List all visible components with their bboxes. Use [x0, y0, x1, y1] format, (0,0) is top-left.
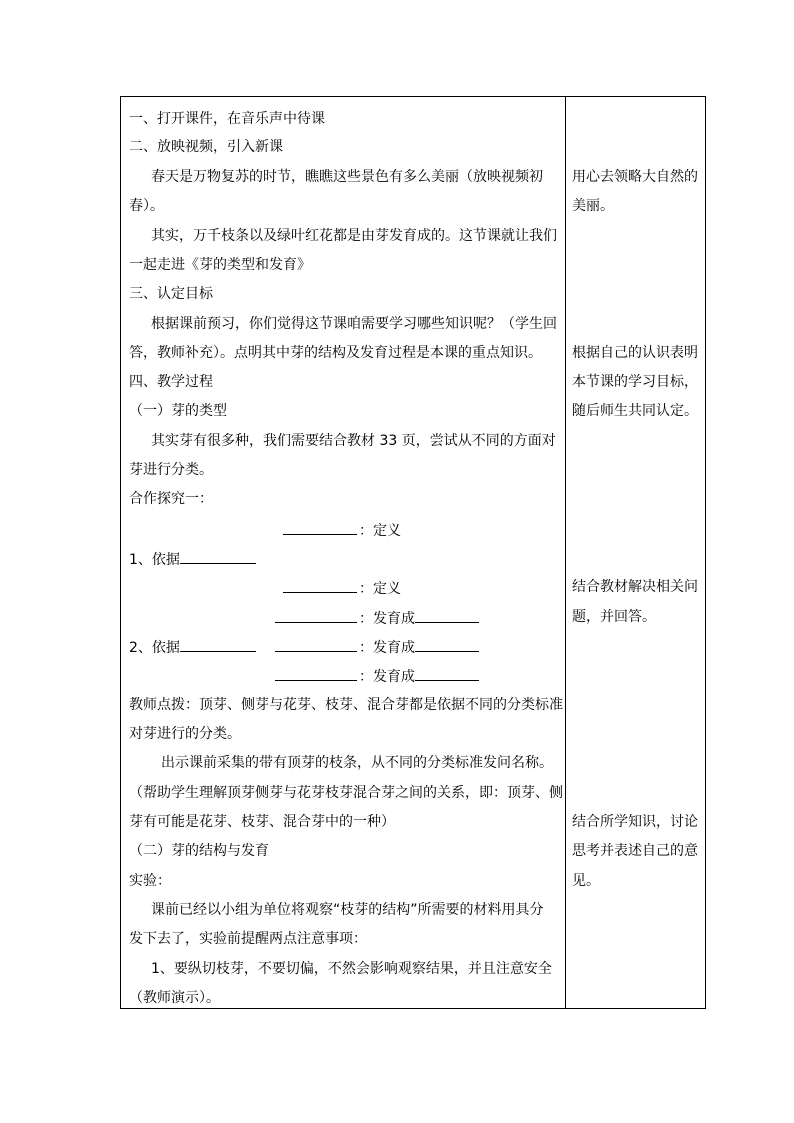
paragraph-line: 实验： [129, 873, 171, 889]
blank-develop-row [275, 665, 481, 687]
design-intent-line: 结合所学知识，讨论 [572, 814, 698, 830]
subsection-heading: （一）芽的类型 [129, 403, 227, 419]
paragraph-line: 1、要纵切枝芽，不要切偏，不然会影响观察结果，并且注意安全 [151, 961, 552, 977]
column-divider [565, 97, 566, 1008]
fill-blank[interactable] [415, 607, 479, 623]
paragraph-line: 一起走进《芽的类型和发育》 [129, 257, 311, 273]
fill-blank[interactable] [415, 665, 479, 681]
paragraph-line: （帮助学生理解顶芽侧芽与花芽枝芽混合芽之间的关系，即：顶芽、侧 [129, 785, 563, 801]
section-heading: 一、打开课件，在音乐声中待课 [129, 111, 325, 127]
fill-blank[interactable] [180, 548, 256, 564]
blank-develop-row [275, 636, 481, 658]
basis-row [129, 636, 258, 658]
paragraph-line: 其实芽有很多种，我们需要结合教材 33 页，尝试从不同的方面对 [151, 433, 556, 449]
design-intent-line: 随后师生共同认定。 [572, 403, 698, 419]
definition-label: ：定义 [359, 581, 401, 597]
lesson-table [120, 96, 706, 1009]
fill-blank[interactable] [275, 607, 357, 623]
basis-label: 2、依据 [129, 640, 180, 656]
fill-blank[interactable] [283, 577, 357, 593]
paragraph-line: 课前已经以小组为单位将观察“枝芽的结构”所需要的材料用具分 [151, 902, 544, 918]
fill-blank[interactable] [275, 636, 357, 652]
blank-develop-row [275, 607, 481, 629]
section-heading: 四、教学过程 [129, 374, 213, 390]
definition-label: ：定义 [359, 523, 401, 539]
paragraph-line: 发下去了，实验前提醒两点注意事项： [129, 931, 367, 947]
fill-blank[interactable] [283, 519, 357, 535]
fill-blank[interactable] [415, 636, 479, 652]
section-heading: 三、认定目标 [129, 286, 213, 302]
paragraph-line: 答，教师补充）。点明其中芽的结构及发育过程是本课的重点知识。 [129, 345, 542, 361]
design-intent-line: 本节课的学习目标， [572, 374, 698, 390]
paragraph-line: 春天是万物复苏的时节，瞧瞧这些景色有多么美丽（放映视频初 [151, 169, 543, 185]
design-intent-line: 结合教材解决相关问 [572, 579, 698, 595]
design-intent-line: 思考并表述自己的意 [572, 843, 698, 859]
design-intent-line: 题，并回答。 [572, 609, 656, 625]
paragraph-line: （教师演示）。 [129, 990, 220, 1006]
develop-label: ：发育成 [359, 640, 415, 656]
design-intent-line: 见。 [572, 873, 600, 889]
blank-definition-row [283, 577, 401, 599]
paragraph-line: 根据课前预习，你们觉得这节课咱需要学习哪些知识呢？（学生回 [151, 316, 557, 332]
basis-row [129, 548, 258, 570]
basis-label: 1、依据 [129, 552, 180, 568]
paragraph-line: 合作探究一： [129, 491, 213, 507]
blank-definition-row [283, 519, 401, 541]
paragraph-line: 芽有可能是花芽、枝芽、混合芽中的一种） [129, 814, 395, 830]
paragraph-line: 春）。 [129, 198, 164, 214]
section-heading: 二、放映视频，引入新课 [129, 139, 283, 155]
paragraph-line: 对芽进行的分类。 [129, 726, 241, 742]
design-intent-line: 美丽。 [572, 198, 614, 214]
design-intent-line: 根据自己的认识表明 [572, 345, 698, 361]
develop-label: ：发育成 [359, 611, 415, 627]
paragraph-line: 出示课前采集的带有顶芽的枝条，从不同的分类标准发问名称。 [161, 755, 553, 771]
paragraph-line: 教师点拨：顶芽、侧芽与花芽、枝芽、混合芽都是依据不同的分类标准 [129, 697, 563, 713]
develop-label: ：发育成 [359, 669, 415, 685]
fill-blank[interactable] [180, 636, 256, 652]
fill-blank[interactable] [275, 665, 357, 681]
paragraph-line: 芽进行分类。 [129, 462, 213, 478]
subsection-heading: （二）芽的结构与发育 [129, 843, 269, 859]
paragraph-line: 其实，万千枝条以及绿叶红花都是由芽发育成的。这节课就让我们 [151, 228, 557, 244]
design-intent-line: 用心去领略大自然的 [572, 169, 698, 185]
